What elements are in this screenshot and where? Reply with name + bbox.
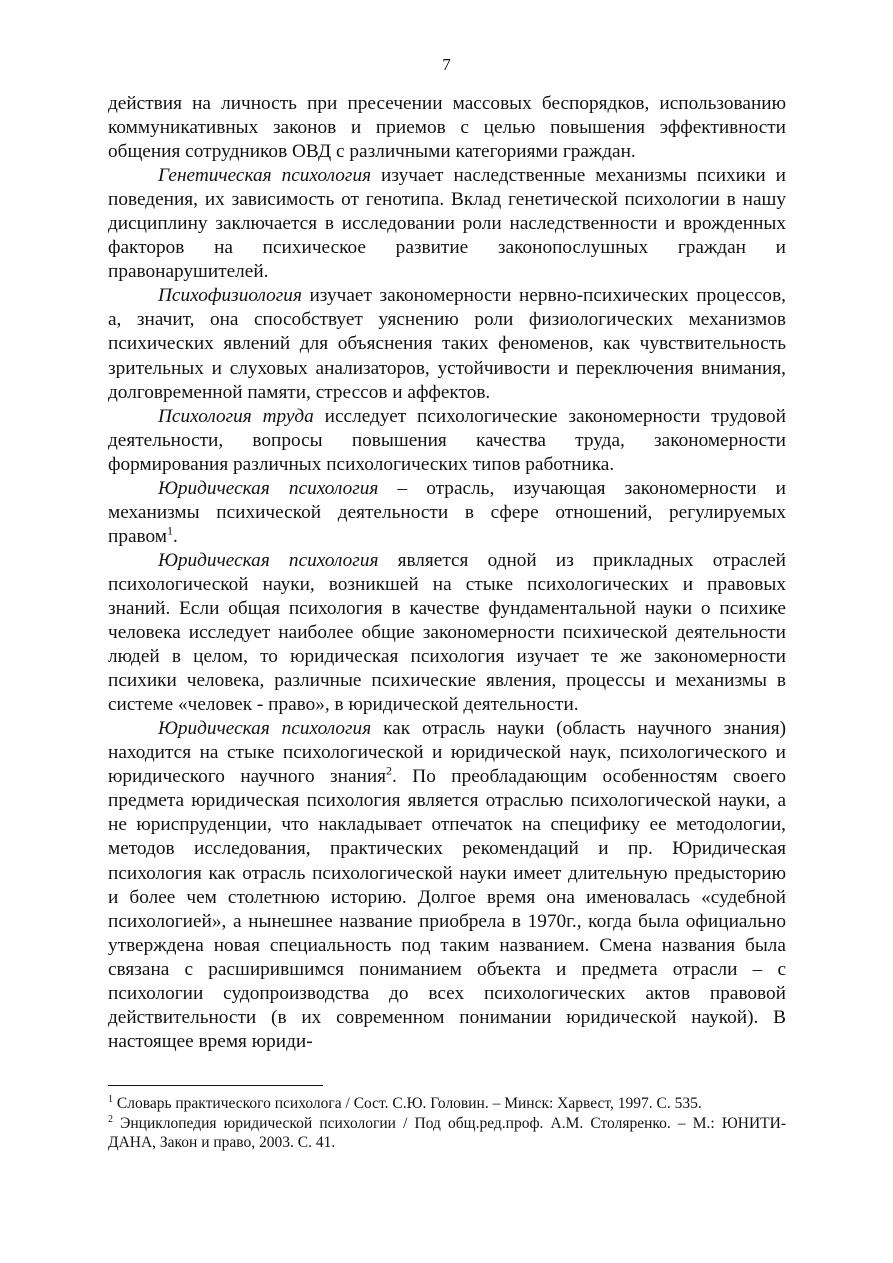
paragraph-psychophysiology [108, 284, 786, 404]
paragraph-text: является одной из прикладных отраслей психологической науки, возникшей на стыке психологических и правовых знаний. Если общая психология в качестве фундаментальной науки о психике человека исследует наиболее общие закономерности психической деятельности людей в целом, то юридическая психология изучает те же закономерности психики человека, различные психические явления, процессы и механизмы в системе «человек - право», в юридической деятельности. [108, 549, 786, 716]
footnote-2 [108, 1114, 786, 1153]
footnote-mark-1: 1 [108, 1093, 113, 1105]
paragraph-labor-psychology [108, 405, 786, 477]
term-legal-psychology: Юридическая психология [158, 718, 372, 740]
paragraph-continuation: действия на личность при пресечении массовых беспорядков, использованию коммуникативных законов и приемов с целью повышения эффективности общения сотрудников ОВД с различными категориями граждан. [108, 93, 786, 163]
paragraph-text-tail: . По преобладающим особенностям своего предмета юридическая психология является отраслью психологической науки, а не юриспруденции, что накладывает отпечаток на специфику ее методологии, методов исследования, практических рекомендаций и пр. Юридическая психология как отрасль психологической науки имеет длительную предысторию и более чем столетнюю историю. Долгое время она именовалась «судебной психологией», а нынешнее название приобрела в 1970г., когда была официально утверждена новая специальность под таким названием. Смена названия была связана с расширившимся пониманием объекта и предмета отрасли – с психологии судопроизводства до всех психологических актов правовой действительности (в их современном понимании юридической наукой). В настоящее время юриди- [108, 766, 786, 1052]
footnote-text: Словарь практического психолога / Сост. С.Ю. Головин. – Минск: Харвест, 1997. С. 535. [113, 1095, 702, 1112]
term-legal-psychology: Юридическая психология [158, 549, 379, 571]
paragraph-text: изучает закономерности нервно-психических процессов, а, значит, она способствует уяснению роли физиологических механизмов психических явлений для объяснения таких феноменов, как чувствительность зрительных и слуховых анализаторов, устойчивости и переключения внимания, долговременной памяти, стрессов и аффектов. [108, 285, 786, 403]
footnote-mark-2: 2 [108, 1113, 113, 1125]
body-text [108, 92, 786, 1054]
footnote-ref-2: 2 [386, 763, 393, 778]
footnotes [108, 1094, 786, 1153]
footnote-1 [108, 1094, 786, 1114]
paragraph-text: – отрасль, изучающая закономерности и механизмы психической деятельности в сфере отношений, регулируемых правом [108, 477, 786, 547]
paragraph-legal-psychology-definition [108, 477, 786, 549]
paragraph-text: исследует психологические закономерности трудовой деятельности, вопросы повышения качества труда, закономерности формирования различных психологических типов работника. [108, 405, 786, 475]
term-labor-psychology: Психология труда [158, 405, 314, 427]
term-psychophysiology: Психофизиология [158, 285, 302, 307]
paragraph-text: изучает наследственные механизмы психики и поведения, их зависимость от генотипа. Вклад генетической психологии в нашу дисциплину заключается в исследовании роли наследственности и врожденных факторов на психическое развитие законопослушных граждан и правонарушителей. [108, 165, 786, 283]
term-genetic-psychology: Генетическая психология [158, 165, 372, 187]
footnote-separator [108, 1085, 323, 1086]
paragraph-genetic-psychology [108, 164, 786, 284]
paragraph-legal-psychology-branch [108, 717, 786, 1054]
page-number: 7 [442, 55, 451, 74]
paragraph-text: как отрасль науки (область научного знания) находится на стыке психологической и юридической наук, психологического и юридического научного знания [108, 718, 786, 788]
term-legal-psychology: Юридическая психология [158, 477, 379, 499]
paragraph-legal-psychology-applied [108, 549, 786, 717]
footnote-ref-1: 1 [166, 523, 173, 538]
footnote-text: Энциклопедия юридической психологии / Под общ.ред.проф. А.М. Столяренко. – М.: ЮНИТИ-ДАНА, Закон и право, 2003. С. 41. [108, 1114, 786, 1151]
paragraph-text-tail: . [172, 525, 178, 547]
